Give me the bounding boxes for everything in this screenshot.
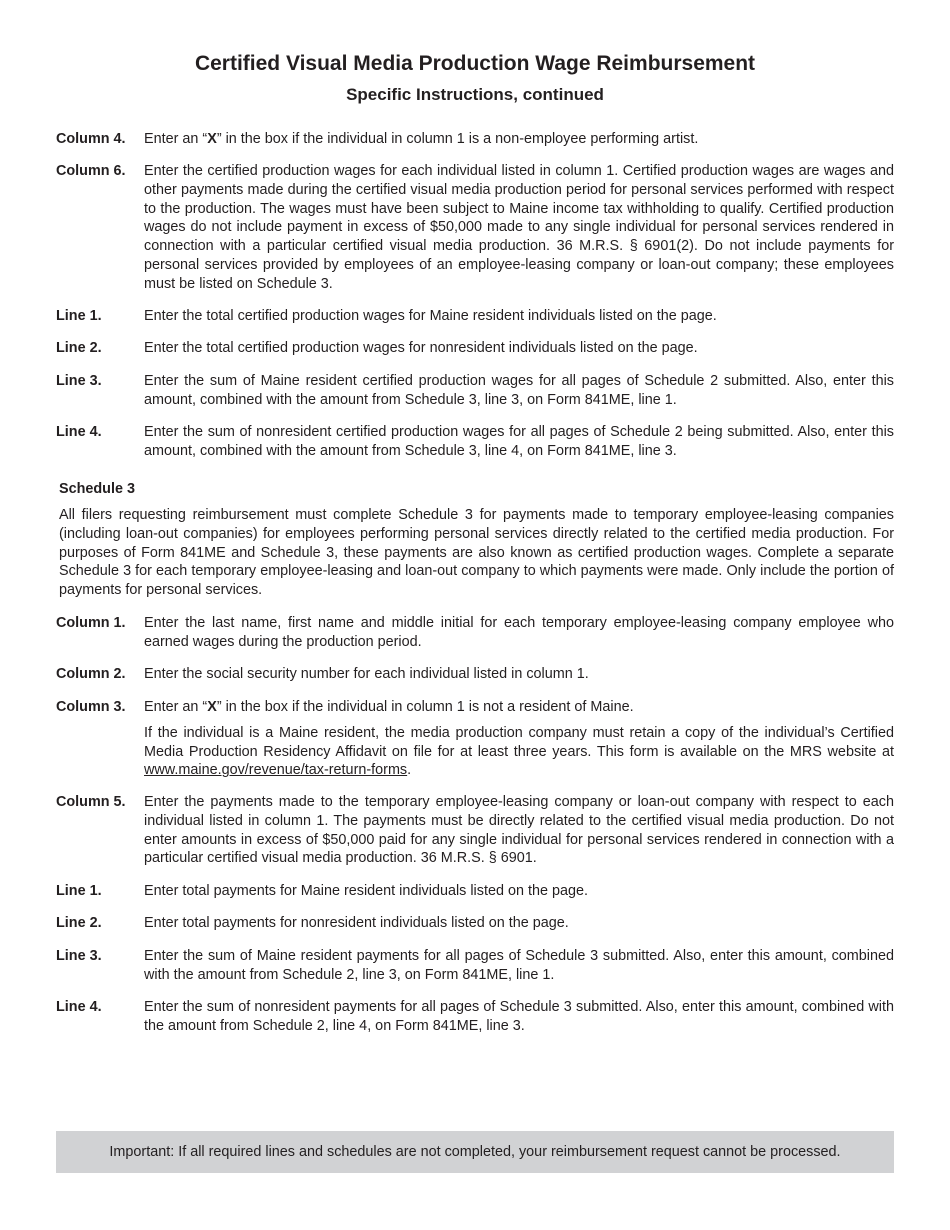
instruction-label: Column 1. [56,615,126,631]
instruction-label: Line 4. [56,999,102,1015]
instruction-label: Column 4. [56,131,126,147]
instruction-s3-column-1 [56,614,894,652]
forms-website-link[interactable]: www.maine.gov/revenue/tax-return-forms [144,762,408,779]
instruction-s3-line-1 [56,882,894,901]
instruction-text: Enter the last name, first name and middle initial for each temporary employee-leasing company employee who earned wages during the production period. [144,615,894,650]
instruction-s3-line-2 [56,914,894,933]
instruction-s3-column-2 [56,665,894,684]
page-subtitle: Specific Instructions, continued [346,85,604,104]
instruction-label: Line 1. [56,883,102,899]
instruction-text: Enter an “ [144,131,208,147]
instruction-text: Enter total payments for Maine resident individuals listed on the page. [144,883,588,899]
instruction-label: Column 5. [56,794,126,810]
instruction-label: Line 3. [56,373,102,389]
instruction-text: Enter the total certified production wages for nonresident individuals listed on the page. [144,340,698,356]
x-mark: X [207,131,217,147]
x-mark: X [207,699,217,715]
instruction-label: Line 3. [56,948,102,964]
schedule-3-intro: All filers requesting reimbursement must complete Schedule 3 for payments made to temporary employee-leasing companies (including loan-out companies) for employees performing personal services directly related to the certified media production. For purposes of Form 841ME and Schedule 3, these payments are also known as certified production wages. Complete a separate Schedule 3 for each temporary employee-leasing and loan-out company to which payments were made. Only include the portion of payments for personal services. [59,507,894,599]
instruction-label: Line 1. [56,308,102,324]
instruction-text: Enter the certified production wages for each individual listed in column 1. Certified production wages are wages and other payments made during the certified visual media production period for personal services performed with respect to the production. The wages must have been subject to Maine income tax withholding to qualify. Certified production wages do not include payment in excess of $50,000 made to any single individual for personal services rendered in connection with a particular certified visual media production. 36 M.R.S. § 6901(2). Do not include payments for personal services provided by employees of an employee-leasing company or loan-out company; these employees must be listed on Schedule 3. [144,163,894,292]
instruction-text: Enter the sum of nonresident payments for all pages of Schedule 3 submitted. Also, enter this amount, combined with the amount from Schedule 2, line 4, on Form 841ME, line 3. [144,999,894,1034]
schedule-3-heading: Schedule 3 [59,481,135,497]
instruction-label: Line 2. [56,340,102,356]
instruction-s2-line-1 [56,307,894,326]
instruction-text: ” in the box if the individual in column 1 is a non-employee performing artist. [216,131,699,147]
instruction-text: . [407,762,412,779]
instruction-text: Enter the social security number for each individual listed in column 1. [144,666,589,682]
instruction-s2-column-6 [56,162,894,294]
instruction-label: Column 3. [56,699,126,715]
instruction-text: Enter the sum of Maine resident payments for all pages of Schedule 3 submitted. Also, enter this amount, combined with the amount from Schedule 2, line 3, on Form 841ME, line 1. [144,948,894,983]
instruction-text: If the individual is a Maine resident, the media production company must retain a copy of the individual’s Certified Media Production Residency Affidavit on file for at least three years. This form is available on the MRS website at [144,724,894,760]
instruction-text: ” in the box if the individual in column 1 is not a resident of Maine. [216,699,634,715]
instruction-s3-line-4 [56,998,894,1036]
instruction-s2-line-2 [56,339,894,358]
instruction-text: Enter an “ [144,699,208,715]
page-title: Certified Visual Media Production Wage Reimbursement [194,52,756,75]
instruction-text: Enter the sum of nonresident certified production wages for all pages of Schedule 2 being submitted. Also, enter this amount, combined with the amount from Schedule 3, line 4, on Form 841ME, line 3. [144,424,894,459]
instruction-text: Enter the total certified production wages for Maine resident individuals listed on the page. [144,308,717,324]
instruction-s3-line-3 [56,947,894,985]
instruction-label: Line 2. [56,915,102,931]
instruction-s3-column-5 [56,793,894,868]
instruction-s2-line-3 [56,372,894,410]
instruction-label: Line 4. [56,424,102,440]
instruction-text: Enter the sum of Maine resident certified production wages for all pages of Schedule 2 submitted. Also, enter this amount, combined with the amount from Schedule 3, line 3, on Form 841ME, line 1. [144,373,894,408]
instruction-label: Column 6. [56,163,126,179]
important-notice: Important: If all required lines and schedules are not completed, your reimbursement request cannot be processed. [56,1131,894,1173]
instruction-s2-line-4 [56,423,894,461]
instruction-s2-column-4 [56,130,894,149]
instruction-text: Enter total payments for nonresident individuals listed on the page. [144,915,569,931]
instruction-text: Enter the payments made to the temporary employee-leasing company or loan-out company with respect to each individual listed in column 1. The payments must be directly related to the certified visual media production. Do not enter amounts in excess of $50,000 paid for any single individual for personal services rendered in connection with a particular certified visual media production. 36 M.R.S. § 6901. [144,794,894,867]
instruction-s3-column-3 [56,698,894,780]
instruction-label: Column 2. [56,666,126,682]
